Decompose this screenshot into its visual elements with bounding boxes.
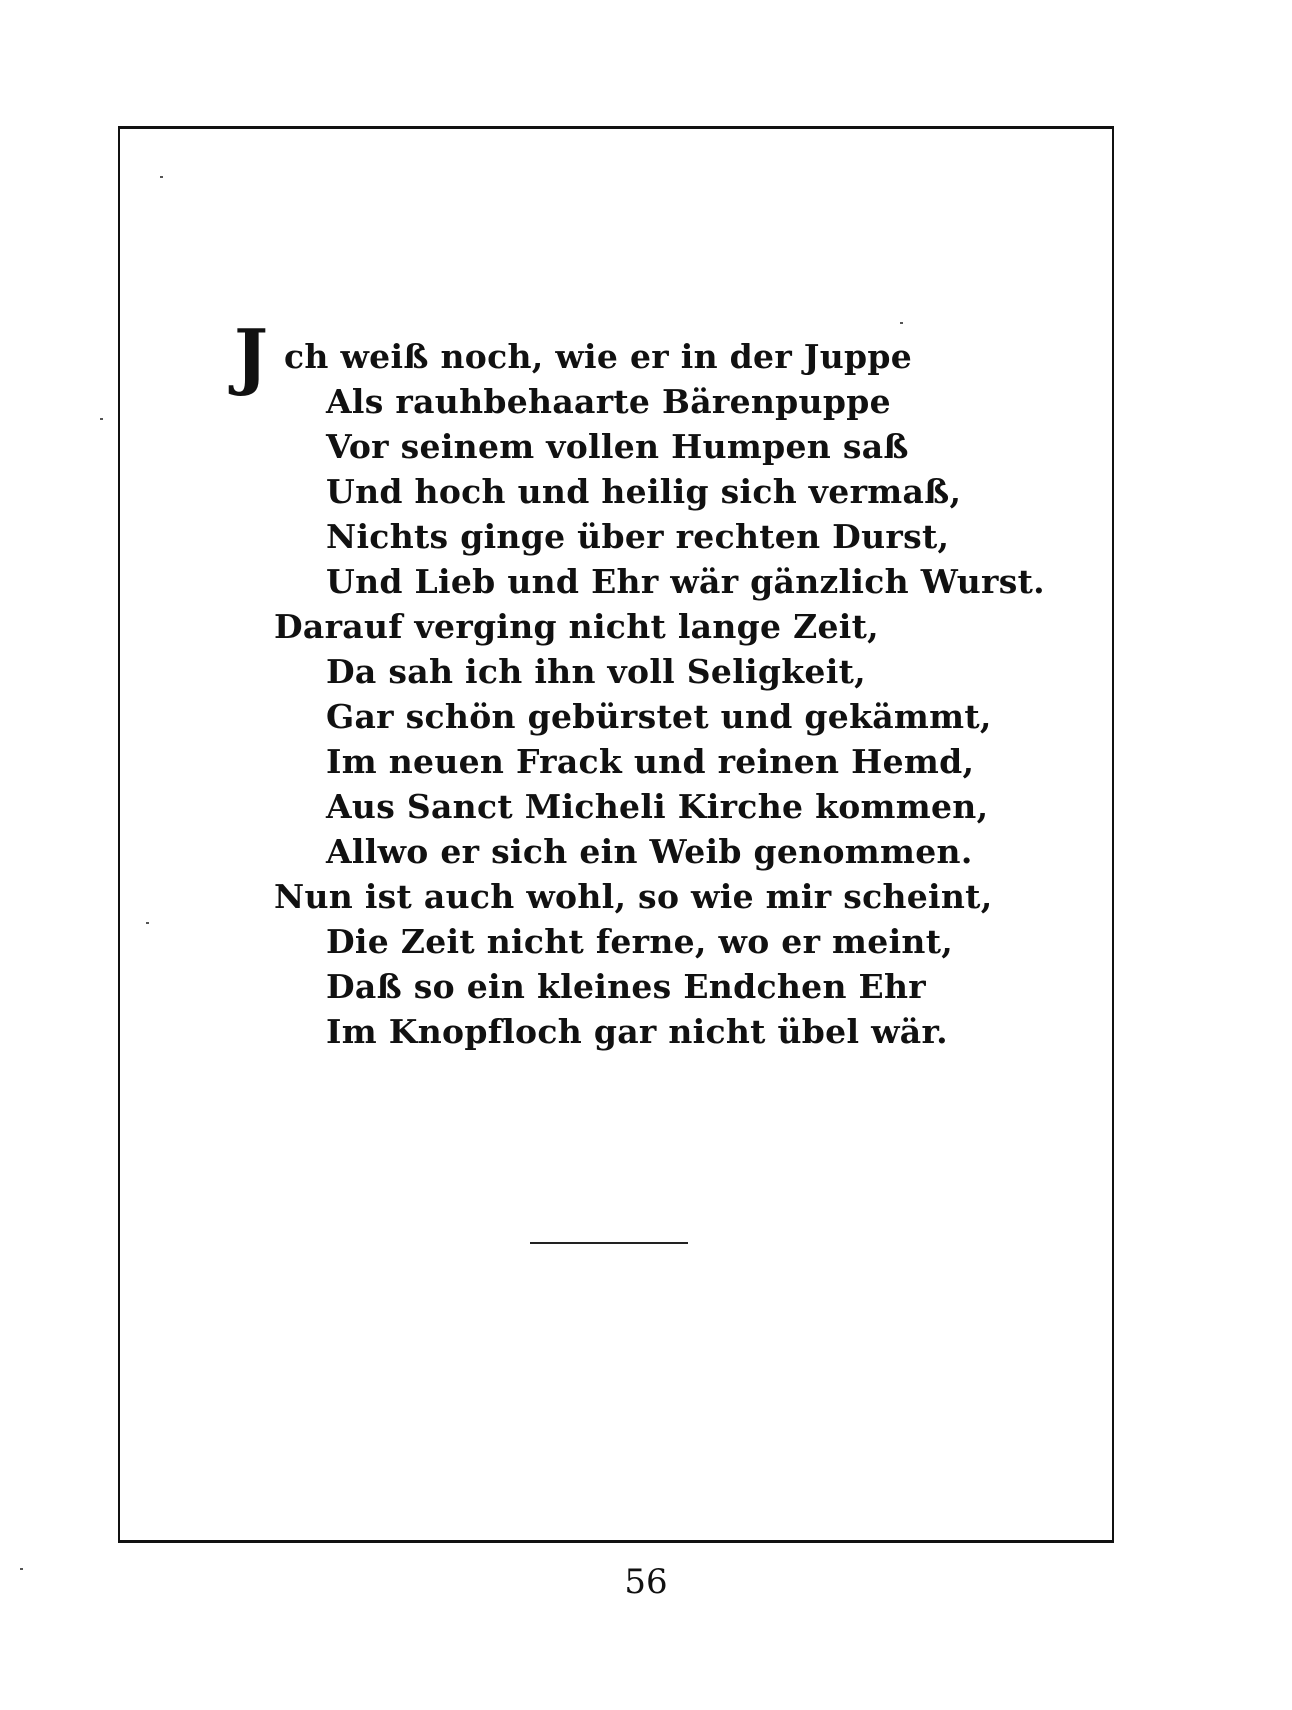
poem-line-8: Da sah ich ihn voll Seligkeit, (326, 652, 866, 691)
poem-line-3: Vor seinem vollen Humpen saß (326, 427, 909, 466)
poem-line-13: Nun ist auch wohl, so wie mir scheint, (274, 877, 993, 916)
paper-speck (146, 922, 149, 924)
poem-line-2: Als rauhbehaarte Bärenpuppe (326, 382, 891, 421)
poem-line-10: Im neuen Frack und reinen Hemd, (326, 742, 975, 781)
poem-line-4: Und hoch und heilig sich vermaß, (326, 472, 962, 511)
poem-line-5: Nichts ginge über rechten Durst, (326, 517, 950, 556)
paper-speck (20, 1568, 23, 1570)
page-number: 56 (624, 1562, 668, 1602)
paper-speck (160, 176, 163, 178)
drop-cap: J (234, 313, 269, 398)
poem-line-16: Im Knopfloch gar nicht übel wär. (326, 1012, 948, 1051)
poem-line-14: Die Zeit nicht ferne, wo er meint, (326, 922, 954, 961)
poem-line-6: Und Lieb und Ehr wär gänzlich Wurst. (326, 562, 1045, 601)
poem (234, 313, 1060, 1054)
poem-line-1 (234, 313, 1060, 398)
poem-line-15: Daß so ein kleines Endchen Ehr (326, 967, 926, 1006)
paper-speck (100, 418, 103, 420)
poem-line-11: Aus Sanct Micheli Kirche kommen, (326, 787, 989, 826)
section-divider (530, 1242, 688, 1244)
paper-speck (900, 322, 903, 324)
poem-line-12: Allwo er sich ein Weib genommen. (326, 832, 973, 871)
poem-line-7: Darauf verging nicht lange Zeit, (274, 607, 879, 646)
poem-line-9: Gar schön gebürstet und gekämmt, (326, 697, 992, 736)
poem-line-1-text: ch weiß noch, wie er in der Juppe (284, 337, 913, 376)
